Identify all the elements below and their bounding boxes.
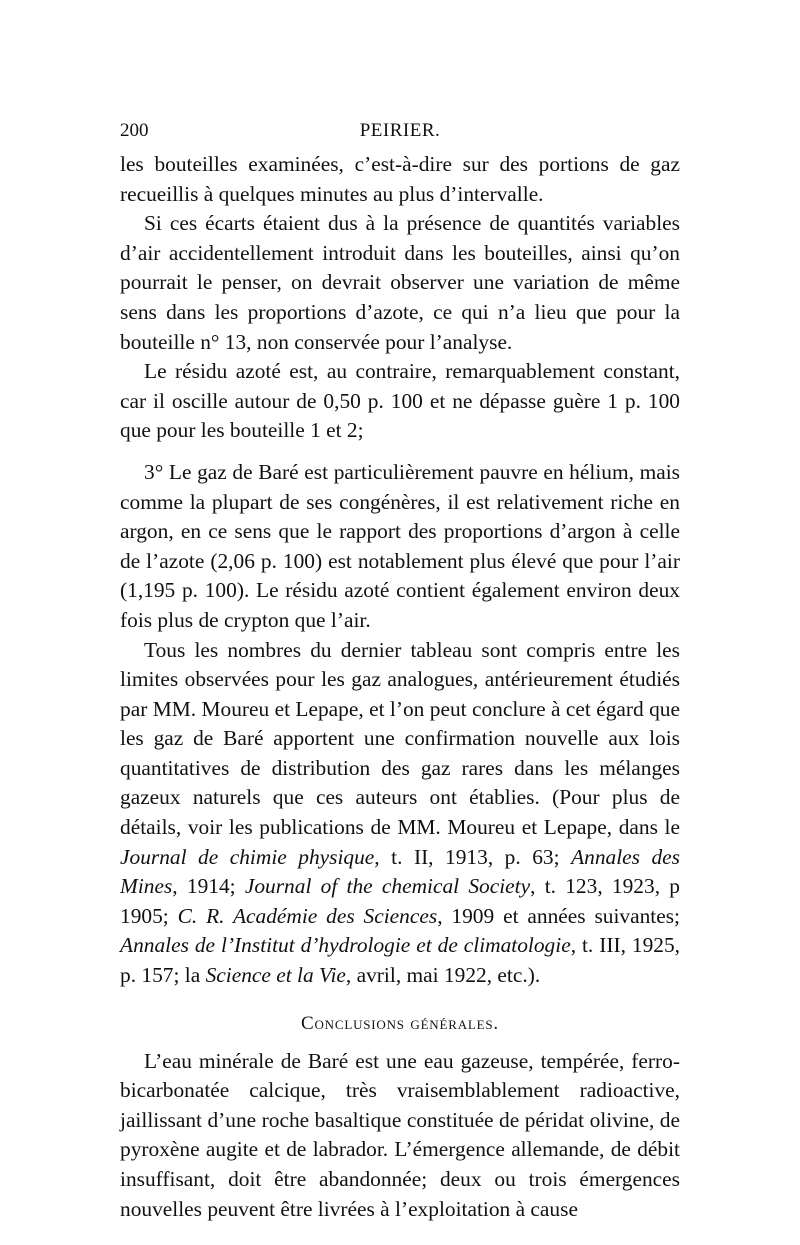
paragraph-residu-azote: Le résidu azoté est, au contraire, remarquablement constant, car il oscille autour de 0,50 p. 100 et ne dépasse guère 1 p. 100 que pour les bouteille 1 et 2; bbox=[120, 359, 680, 443]
paragraph-continuation: les bouteilles examinées, c’est-à-dire sur des portions de gaz recueillis à quelques minutes au plus d’intervalle. bbox=[120, 152, 680, 206]
page-number: 200 bbox=[120, 120, 149, 141]
body-text-conclusions bbox=[120, 1047, 680, 1225]
ref-comptes-rendus: C. R. Académie des Sciences bbox=[177, 903, 438, 928]
document-page bbox=[120, 120, 680, 1224]
ref-annales-institut: Annales de l’Institut d’hydrologie et de climatologie bbox=[120, 933, 571, 958]
ref-text-b: , t. II, 1913, p. 63; bbox=[374, 844, 572, 869]
ref-text-g: , avril, mai 1922, etc.). bbox=[345, 963, 541, 988]
ref-text-c: , 1914; bbox=[172, 874, 245, 899]
ref-science-et-la-vie: Science et la Vie bbox=[205, 963, 346, 988]
paragraph-air-variation: Si ces écarts étaient dus à la présence de quantités variables d’air accidentellement introduit dans les bouteilles, ainsi qu’on pourrait le penser, on devrait observer une variation de même sens dans les proportions d’azote, ce qui n’a lieu que pour la bouteille n° 13, non conservée pour l’analyse. bbox=[120, 211, 680, 354]
ref-annales-des-mines: Annales des Mines bbox=[120, 844, 680, 899]
section-heading: Conclusions générales. bbox=[301, 1012, 499, 1034]
ref-text-f: , t. III, 1925, p. 157; la bbox=[120, 933, 680, 988]
paragraph-point-3: 3° Le gaz de Baré est particulièrement pauvre en hélium, mais comme la plupart de ses congénères, il est relativement riche en argon, en ce sens que le rapport des proportions d’argon à celle de l’azote (2,06 p. 100) est notablement plus élevé que pour l’air (1,195 p. 100). Le résidu azoté contient également environ deux fois plus de crypton que l’air. bbox=[120, 459, 680, 632]
ref-journal-chemical-society: Journal of the chemical Society bbox=[244, 874, 531, 899]
body-text bbox=[120, 150, 680, 991]
paragraph-conclusions: L’eau minérale de Baré est une eau gazeuse, tempérée, ferro-bicarbonatée calcique, très vraisemblablement radioactive, jaillissant d’une roche basaltique constituée de péridat olivine, de pyroxène augite et de labrador. L’émergence allemande, de débit insuffisant, doit être abandonnée; deux ou trois émergences nouvelles peuvent être livrées à l’exploitation à cause bbox=[120, 1048, 680, 1221]
ref-journal-chimie-physique: Journal de chimie physique bbox=[120, 844, 375, 869]
ref-text-d: , t. 123, 1923, p 1905; bbox=[120, 874, 680, 928]
ref-text-a: Tous les nombres du dernier tableau sont compris entre les limites observées pour les gaz analogues, antérieurement étudiés par MM. Moureu et Lepape, et l’on peut conclure à cet égard que les gaz de Baré apportent une confirmation nouvelle aux lois quantitatives de distribution des gaz rares dans les mélanges gazeux naturels que ces auteurs ont établies. (Pour plus de détails, voir les publications de MM. Moureu et Lepape, dans le bbox=[120, 637, 680, 840]
paragraph-references bbox=[120, 636, 680, 991]
running-head bbox=[120, 120, 680, 142]
ref-text-e: , 1909 et années suivantes; bbox=[437, 903, 680, 928]
running-title: PEIRIER. bbox=[359, 120, 441, 141]
